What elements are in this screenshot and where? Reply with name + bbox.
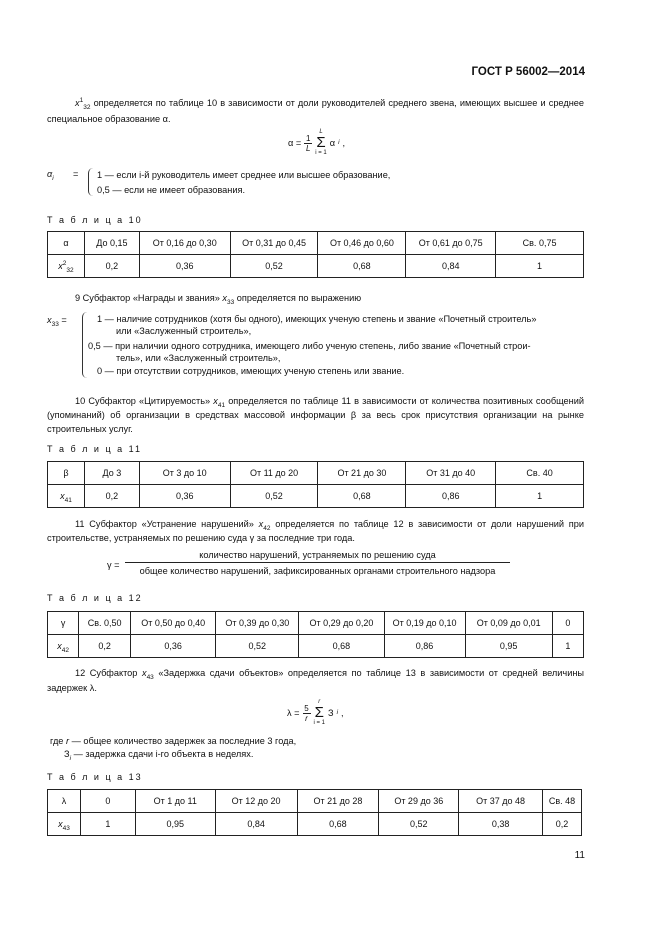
- table-cell: От 0,19 до 0,10: [384, 612, 465, 635]
- table-11: [47, 461, 584, 508]
- alpha-case-1: 1 — если i-й руководитель имеет среднее или высшее образование,: [97, 170, 391, 180]
- table-cell: От 0,50 до 0,40: [131, 612, 216, 635]
- sec12-text-a: 12 Субфактор: [75, 668, 138, 678]
- table-cell: От 31 до 40: [406, 462, 496, 485]
- table-cell: 0,52: [379, 813, 459, 836]
- table-cell: 0,2: [84, 255, 139, 278]
- table-cell: 1: [496, 255, 584, 278]
- table-cell: α: [48, 232, 85, 255]
- table-cell: 0,86: [406, 485, 496, 508]
- table-cell: Св. 0,75: [496, 232, 584, 255]
- table-cell: От 0,61 до 0,75: [406, 232, 496, 255]
- row-label-sub: 43: [62, 824, 70, 832]
- table-10: [47, 231, 584, 278]
- table-13: [47, 789, 582, 836]
- sum-top: L: [319, 129, 323, 135]
- sec11-text-a: 11 Субфактор «Устранение нарушений»: [75, 519, 254, 529]
- table-cell: 0,52: [216, 635, 299, 658]
- row-label: x: [58, 261, 63, 271]
- table-cell: До 0,15: [84, 232, 139, 255]
- formula-lhs: λ =: [287, 708, 300, 718]
- sum-bottom: i = 1: [313, 720, 326, 726]
- table-cell: Св. 0,50: [79, 612, 131, 635]
- table-cell: От 0,09 до 0,01: [465, 612, 552, 635]
- sec10-text-b: определяется по таблице 11 в зависимости от количества позитивных сообщений (упоминаний) об организации в средствах массовой информации β за весь срок присутствия организации на рынке строительных услуг.: [47, 396, 585, 434]
- where-word: где: [50, 736, 64, 746]
- sum-symbol: [315, 129, 327, 157]
- table-row: [48, 485, 584, 508]
- x33-case-2: [88, 340, 584, 364]
- table-cell: От 21 до 28: [297, 790, 379, 813]
- table-cell: От 1 до 11: [135, 790, 215, 813]
- sec9-text2: определяется по выражению: [236, 293, 362, 303]
- row-label-sub: 32: [66, 266, 74, 274]
- table-cell: 0,86: [384, 635, 465, 658]
- sec12-text-b: «Задержка сдачи объектов» определяется по таблице 13 в зависимости от средней величины задержек λ.: [47, 668, 585, 693]
- row-label-sup: 2: [62, 260, 67, 267]
- formula-tail: ,: [342, 138, 346, 148]
- alpha-symbol: α: [47, 169, 53, 179]
- fraction: [304, 134, 312, 153]
- table-cell: 0,68: [297, 813, 379, 836]
- table-cell: От 29 до 36: [379, 790, 459, 813]
- row-label-cell: [48, 635, 79, 658]
- table-cell: 1: [552, 635, 583, 658]
- table-row: [48, 462, 584, 485]
- table-cell: 0,2: [79, 635, 131, 658]
- standard-header: ГОСТ Р 56002—2014: [471, 66, 585, 78]
- table-cell: λ: [48, 790, 81, 813]
- where-z-text: — задержка сдачи i-го объекта в неделях.: [73, 749, 254, 759]
- table-cell: Св. 40: [496, 462, 584, 485]
- table-cell: 0,2: [543, 813, 582, 836]
- section-12: [47, 666, 584, 696]
- table-cell: 0,84: [215, 813, 297, 836]
- row-label-cell: [48, 813, 81, 836]
- table-cell: 0,95: [135, 813, 215, 836]
- row-label-cell: [48, 255, 85, 278]
- table10-caption: Т а б л и ц а 10: [47, 215, 143, 225]
- x33-lhs: [47, 315, 67, 328]
- table-cell: От 21 до 30: [318, 462, 406, 485]
- table-cell: 0,2: [84, 485, 139, 508]
- table-cell: β: [48, 462, 85, 485]
- fraction: [303, 704, 311, 723]
- sec11-sub: 42: [263, 524, 271, 532]
- formula-lhs: α =: [288, 138, 302, 148]
- numerator: 1: [306, 133, 311, 143]
- table-row: [48, 813, 582, 836]
- table-cell: 0,36: [139, 255, 230, 278]
- table-cell: 0,38: [459, 813, 543, 836]
- formula-gamma: [125, 550, 510, 576]
- formula-alpha: α = 1 L L Σ i = 1 α i ,: [288, 129, 346, 156]
- row-label: x: [60, 491, 65, 501]
- alpha-sub: i: [52, 174, 54, 182]
- where-r: [50, 736, 296, 746]
- row-label-cell: [48, 485, 85, 508]
- table-cell: От 12 до 20: [215, 790, 297, 813]
- where-z-symbol: З: [64, 749, 70, 759]
- row-label: x: [58, 819, 63, 829]
- sec11-text-b: определяется по таблице 12 в зависимости от доли нарушений при строительстве, устраняемых по решению суда γ за последние три года.: [47, 519, 584, 543]
- sum-term: α: [329, 138, 336, 148]
- sec12-sub: 43: [146, 673, 154, 681]
- table12-caption: Т а б л и ц а 12: [47, 593, 143, 603]
- table-cell: 0,84: [406, 255, 496, 278]
- table-cell: 0: [80, 790, 135, 813]
- where-z: [64, 749, 254, 762]
- table-cell: От 3 до 10: [139, 462, 230, 485]
- row-label: x: [57, 641, 62, 651]
- gamma-lhs: γ =: [107, 560, 120, 570]
- table-cell: 1: [80, 813, 135, 836]
- table-row: [48, 255, 584, 278]
- formula-tail: ,: [341, 708, 344, 718]
- table-cell: 0,36: [139, 485, 230, 508]
- table-row: [48, 612, 584, 635]
- table-cell: 0,52: [230, 255, 318, 278]
- sec10-text-a: 10 Субфактор «Цитируемость»: [75, 396, 211, 406]
- table-cell: До 3: [84, 462, 139, 485]
- table-cell: От 0,39 до 0,30: [216, 612, 299, 635]
- where-z-sub: i: [69, 754, 72, 762]
- intro-text: определяется по таблице 10 в зависимости от доли руководителей среднего звена, имеющих высшее и среднее специальное образование α.: [47, 98, 584, 124]
- x33-case-2-line2: тель», или «Заслуженный строитель»,: [116, 353, 281, 363]
- table-cell: От 0,29 до 0,20: [299, 612, 384, 635]
- x33-case-1-line2: или «Заслуженный строитель»,: [116, 326, 252, 336]
- var-sub: 32: [83, 103, 91, 111]
- section-11: [47, 517, 584, 545]
- where-r-text: — общее количество задержек за последние 3 года,: [71, 736, 297, 746]
- sum-term: З: [328, 708, 334, 718]
- sec10-var: x: [213, 396, 218, 406]
- sum-bottom: i = 1: [315, 150, 327, 156]
- sum-top: r: [318, 699, 321, 705]
- sigma-icon: Σ: [316, 134, 326, 151]
- gamma-numerator: количество нарушений, устраняемых по решению суда: [199, 550, 436, 560]
- brace-icon: [82, 312, 87, 378]
- sigma-icon: Σ: [314, 704, 324, 721]
- x33-case-2-line1: 0,5 — при наличии одного сотрудника, имеющего либо ученую степень, либо звание «Почетный строи-: [88, 341, 531, 351]
- table-cell: 0,52: [230, 485, 318, 508]
- sec9-text: 9 Субфактор «Награды и звания»: [75, 293, 220, 303]
- sec10-sub: 41: [217, 401, 226, 409]
- table-row: [48, 635, 584, 658]
- table-cell: γ: [48, 612, 79, 635]
- table-cell: От 11 до 20: [230, 462, 318, 485]
- table-row: [48, 790, 582, 813]
- table-cell: 0,68: [299, 635, 384, 658]
- section-9: [47, 290, 584, 306]
- sec9-var: x: [222, 293, 227, 303]
- row-label-sub: 41: [64, 496, 72, 504]
- table-cell: 0,68: [318, 485, 406, 508]
- sec12-var: x: [141, 668, 147, 678]
- where-r-symbol: r: [65, 736, 70, 746]
- table-12: [47, 611, 584, 658]
- alpha-eq: =: [73, 169, 79, 179]
- numerator: 5: [304, 703, 309, 713]
- table-cell: 0,95: [465, 635, 552, 658]
- formula-lambda: λ = 5 r r Σ i = 1 З i ,: [287, 699, 344, 726]
- alpha-case-2: 0,5 — если не имеет образования.: [97, 185, 245, 195]
- x33-sub: 33: [51, 320, 59, 328]
- table-cell: От 0,46 до 0,60: [318, 232, 406, 255]
- table-row: [48, 232, 584, 255]
- table11-caption: Т а б л и ц а 11: [47, 444, 142, 454]
- table-cell: От 0,31 до 0,45: [230, 232, 318, 255]
- sec11-var: x: [258, 519, 264, 529]
- x33-case-1: [97, 313, 584, 337]
- x33-eq: =: [61, 315, 67, 325]
- var-sup: 1: [79, 96, 84, 104]
- denominator: r: [305, 713, 308, 723]
- table-cell: От 37 до 48: [459, 790, 543, 813]
- brace-icon: [88, 168, 93, 196]
- x33-symbol: x: [47, 315, 52, 325]
- var-x: x: [75, 98, 80, 108]
- table13-caption: Т а б л и ц а 13: [47, 772, 143, 782]
- page-number: 11: [574, 850, 585, 861]
- x33-case-1-line1: 1 — наличие сотрудников (хотя бы одного), имеющих ученую степень и звание «Почетный строитель»: [97, 314, 537, 324]
- table-cell: 1: [496, 485, 584, 508]
- denominator: L: [306, 143, 311, 153]
- section-10: [47, 394, 584, 436]
- intro-paragraph: [47, 95, 584, 127]
- x33-case-3: 0 — при отсутствии сотрудников, имеющих ученую степень или звание.: [97, 366, 405, 376]
- table-cell: 0,68: [318, 255, 406, 278]
- table-cell: Св. 48: [543, 790, 582, 813]
- sum-symbol: [314, 699, 326, 727]
- table-cell: От 0,16 до 0,30: [139, 232, 230, 255]
- gamma-denominator: общее количество нарушений, зафиксированных органами строительного надзора: [139, 566, 496, 576]
- table-cell: 0,36: [131, 635, 216, 658]
- sec9-sub: 33: [227, 298, 235, 306]
- row-label-sub: 42: [61, 646, 69, 654]
- alpha-lhs: [47, 169, 54, 182]
- table-cell: 0: [552, 612, 583, 635]
